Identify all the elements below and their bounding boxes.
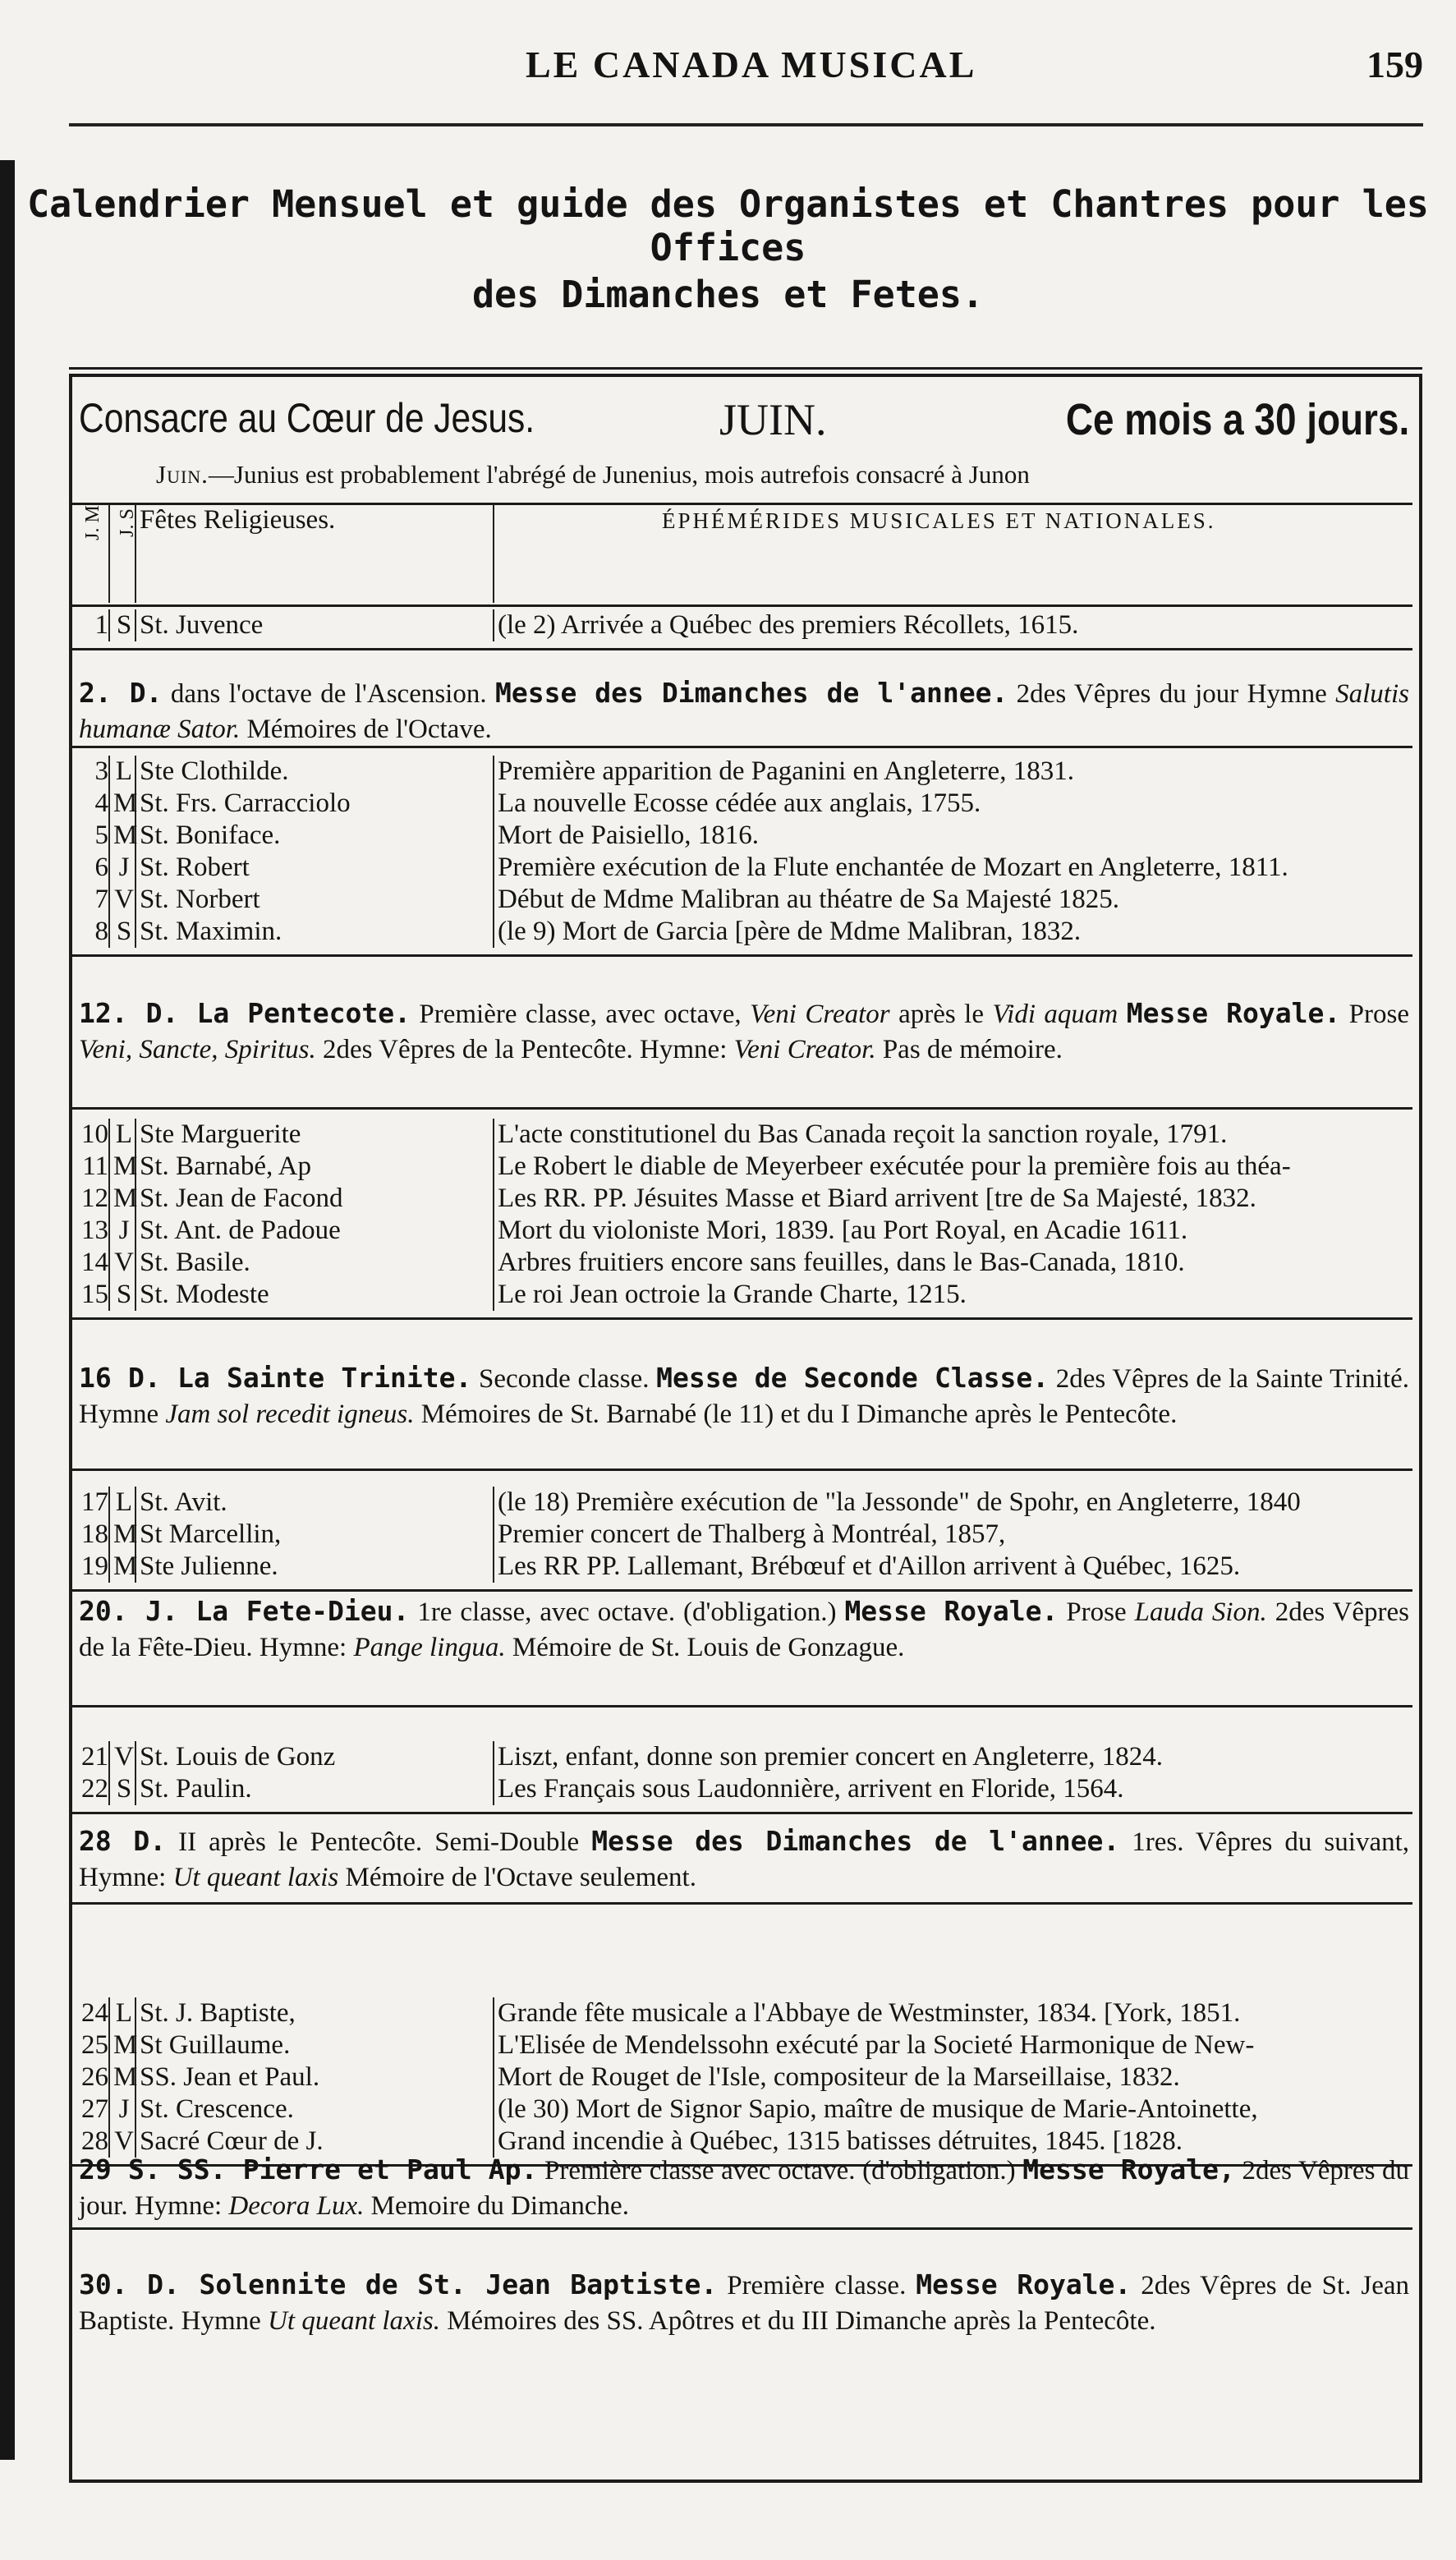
feast-name: St. Robert xyxy=(135,852,494,884)
ephemeris-text: (le 18) Première exécution de "la Jessonde" de Spohr, en Angleterre, 1840 xyxy=(498,1487,1301,1517)
ephemeris-text: (le 9) Mort de Garcia [père de Mdme Malibran, 1832. xyxy=(498,917,1082,946)
ephemeris-text: Première apparition de Paganini en Angleterre, 1831. xyxy=(498,756,1074,786)
ephemeris-text: Premier concert de Thalberg à Montréal, 1857, xyxy=(498,1519,1006,1549)
dedication: Consacre au Cœur de Jesus. xyxy=(79,395,535,441)
day-number: 28 xyxy=(72,2126,109,2158)
weekday-letter: L xyxy=(109,756,135,788)
etymology-lead: Juin. xyxy=(156,460,209,489)
latin-title: Vidi aquam xyxy=(992,1000,1118,1029)
ephemeris-text: Début de Mdme Malibran au théatre de Sa Majesté 1825. xyxy=(498,885,1119,914)
weekday-letter: S xyxy=(109,916,135,948)
office-heading: 20. J. La Fete-Dieu. xyxy=(79,1595,410,1627)
feast-name: Ste Marguerite xyxy=(135,1119,494,1151)
office-text: 1res. Vêpres du suivant, Hymne: xyxy=(79,1827,1410,1892)
ephemeris-text: Les RR PP. Lallemant, Brébœuf et d'Aillon arrivent à Québec, 1625. xyxy=(498,1551,1241,1581)
office-text: 2des Vêpres de la Pentecôte. Hymne: xyxy=(315,1035,734,1064)
office-text: II après le Pentecôte. Semi-Double xyxy=(166,1827,592,1857)
ephemeris-text: Arbres fruitiers encore sans feuilles, dans le Bas-Canada, 1810. xyxy=(498,1248,1185,1277)
rule xyxy=(72,954,1412,957)
ephemeris-text: Mort de Paisiello, 1816. xyxy=(498,820,760,850)
rule xyxy=(72,1107,1412,1110)
ephemeris-text: La nouvelle Ecosse cédée aux anglais, 1755. xyxy=(498,788,981,818)
weekday-letter: M xyxy=(109,1183,135,1215)
feast-name: St. Avit. xyxy=(135,1487,494,1519)
weekday-letter: J xyxy=(109,1215,135,1247)
col-jw-header: J. S xyxy=(109,504,135,603)
day-rows xyxy=(72,1997,1412,2158)
weekday-letter: J xyxy=(109,2094,135,2126)
office-text: Mémoire de St. Louis de Gonzague. xyxy=(505,1633,905,1662)
mass-name: Messe des Dimanches de l'annee. xyxy=(494,677,1008,709)
rule xyxy=(72,1317,1412,1320)
ephemeris-text: Les Français sous Laudonnière, arrivent en Floride, 1564. xyxy=(498,1774,1124,1804)
day-rows xyxy=(72,1487,1412,1583)
feast-name: Ste Julienne. xyxy=(135,1551,494,1583)
rule xyxy=(72,1589,1412,1592)
latin-title: Decora Lux. xyxy=(228,2191,365,2221)
day-number: 25 xyxy=(72,2029,109,2061)
office-text: dans l'octave de l'Ascension. xyxy=(162,679,495,709)
feast-name: St. Ant. de Padoue xyxy=(135,1215,494,1247)
office-text: Seconde classe. xyxy=(471,1364,657,1394)
day-number: 17 xyxy=(72,1487,109,1519)
feast-name: St. Louis de Gonz xyxy=(135,1741,494,1773)
table-row xyxy=(72,609,1412,641)
office-heading: 30. D. Solennite de St. Jean Baptiste. xyxy=(79,2268,718,2300)
day-number: 22 xyxy=(72,1773,109,1805)
table-row xyxy=(72,1741,1412,1773)
mass-name: Messe Royale. xyxy=(844,1595,1059,1627)
office-text: Prose xyxy=(1340,1000,1409,1029)
table-row xyxy=(72,1279,1412,1311)
ephemeris-text: Mort de Rouget de l'Isle, compositeur de la Marseillaise, 1832. xyxy=(498,2062,1180,2092)
journal-title: LE CANADA MUSICAL xyxy=(526,44,977,85)
day-number: 18 xyxy=(72,1519,109,1551)
feast-name: Ste Clothilde. xyxy=(135,756,494,788)
day-number: 6 xyxy=(72,852,109,884)
office-text: Mémoires de l'Octave. xyxy=(240,715,492,744)
mass-name: Messe Royale, xyxy=(1022,2153,1235,2185)
latin-title: Veni Creator xyxy=(750,1000,890,1029)
day-number: 21 xyxy=(72,1741,109,1773)
sub-title: des Dimanches et Fetes. xyxy=(471,273,985,316)
office-heading: 2. D. xyxy=(79,677,163,709)
feast-name: St. Paulin. xyxy=(135,1773,494,1805)
latin-title: Lauda Sion. xyxy=(1134,1597,1267,1627)
office-paragraph xyxy=(79,2267,1409,2339)
column-headers xyxy=(72,504,1412,603)
ephemeris-text: L'acte constitutionel du Bas Canada reçoit la sanction royale, 1791. xyxy=(498,1119,1228,1149)
rule xyxy=(72,604,1412,607)
day-number: 3 xyxy=(72,756,109,788)
frame-top-rule xyxy=(69,367,1422,370)
weekday-letter: M xyxy=(109,1519,135,1551)
office-text: Première classe, avec octave, xyxy=(410,1000,751,1029)
office-text: Mémoires de St. Barnabé (le 11) et du I Dimanche après le Pentecôte. xyxy=(414,1399,1178,1429)
office-text: Memoire du Dimanche. xyxy=(364,2191,629,2221)
office-paragraph xyxy=(79,2152,1409,2224)
office-heading: 12. D. La Pentecote. xyxy=(79,997,411,1029)
feast-name: St. Crescence. xyxy=(135,2094,494,2126)
rule xyxy=(72,1812,1412,1814)
mass-name: Messe des Dimanches de l'annee. xyxy=(591,1825,1120,1857)
weekday-letter: M xyxy=(109,788,135,820)
latin-title: Veni, Sancte, Spiritus. xyxy=(79,1035,316,1064)
day-number: 10 xyxy=(72,1119,109,1151)
table-row xyxy=(72,1487,1412,1519)
ephemeris-text: Les RR. PP. Jésuites Masse et Biard arrivent [tre de Sa Majesté, 1832. xyxy=(498,1183,1256,1213)
feast-name: St. Norbert xyxy=(135,884,494,916)
office-text: Pas de mémoire. xyxy=(875,1035,1063,1064)
day-rows xyxy=(72,1741,1412,1805)
feast-name: St Guillaume. xyxy=(135,2029,494,2061)
office-paragraph xyxy=(79,1360,1409,1432)
rule xyxy=(72,1468,1412,1471)
calendar-header xyxy=(79,394,1409,468)
rule xyxy=(72,2227,1412,2230)
table-row xyxy=(72,884,1412,916)
mass-name: Messe de Seconde Classe. xyxy=(656,1362,1050,1394)
rule xyxy=(72,648,1412,650)
feast-name: St. Basile. xyxy=(135,1247,494,1279)
feast-name: St. Jean de Facond xyxy=(135,1183,494,1215)
office-text: Première classe. xyxy=(717,2271,916,2300)
ephemeris-text: Mort du violoniste Mori, 1839. [au Port Royal, en Acadie 1611. xyxy=(498,1216,1188,1245)
weekday-letter: V xyxy=(109,884,135,916)
table-row xyxy=(72,1183,1412,1215)
feast-name: Sacré Cœur de J. xyxy=(135,2126,494,2158)
office-text: après le xyxy=(889,1000,993,1029)
ephemeris-text: Première exécution de la Flute enchantée de Mozart en Angleterre, 1811. xyxy=(498,853,1288,882)
header-rule xyxy=(69,123,1423,126)
office-paragraph xyxy=(79,675,1409,747)
etymology-line xyxy=(156,460,1030,489)
ephemeris-text: Liszt, enfant, donne son premier concert en Angleterre, 1824. xyxy=(498,1742,1164,1772)
ephemeris-text: (le 2) Arrivée a Québec des premiers Récollets, 1615. xyxy=(498,610,1079,640)
office-text: Mémoires des SS. Apôtres et du III Dimanche après la Pentecôte. xyxy=(439,2306,1156,2336)
table-row xyxy=(72,1519,1412,1551)
day-rows xyxy=(72,756,1412,948)
table-row xyxy=(72,2029,1412,2061)
day-number: 8 xyxy=(72,916,109,948)
table-row xyxy=(72,2094,1412,2126)
feast-name: St. Maximin. xyxy=(135,916,494,948)
ephemeris-text: Le roi Jean octroie la Grande Charte, 1215. xyxy=(498,1280,967,1309)
weekday-letter: S xyxy=(109,609,135,641)
feast-name: St Marcellin, xyxy=(135,1519,494,1551)
table-row xyxy=(72,916,1412,948)
office-text: Prose xyxy=(1058,1597,1135,1627)
office-heading: 28 D. xyxy=(79,1825,167,1857)
weekday-letter: V xyxy=(109,1741,135,1773)
weekday-letter: S xyxy=(109,1279,135,1311)
office-text: 1re classe, avec octave. (d'obligation.) xyxy=(409,1597,845,1627)
office-text: Mémoire de l'Octave seulement. xyxy=(338,1863,696,1892)
office-text: 2des Vêpres de la Sainte Trinité. Hymne xyxy=(79,1364,1410,1429)
weekday-letter: L xyxy=(109,1997,135,2029)
day-number: 13 xyxy=(72,1215,109,1247)
ephemeris-text: Le Robert le diable de Meyerbeer exécutée pour la première fois au théa- xyxy=(498,1151,1291,1181)
mass-name: Messe Royale. xyxy=(916,2268,1132,2300)
scan-edge-bar xyxy=(0,160,15,2460)
weekday-letter: M xyxy=(109,820,135,852)
feast-name: St. Boniface. xyxy=(135,820,494,852)
latin-title: Salutis humanæ Sator. xyxy=(79,679,1409,744)
weekday-letter: M xyxy=(109,1551,135,1583)
table-row xyxy=(72,1151,1412,1183)
weekday-letter: L xyxy=(109,1119,135,1151)
day-number: 14 xyxy=(72,1247,109,1279)
ephemeris-text: (le 30) Mort de Signor Sapio, maître de musique de Marie-Antoinette, xyxy=(498,2094,1258,2124)
col-fetes-header: Fêtes Religieuses. xyxy=(135,504,494,603)
ephemeris-text: L'Elisée de Mendelssohn exécuté par la Societé Harmonique de New- xyxy=(498,2030,1255,2060)
day-number: 24 xyxy=(72,1997,109,2029)
weekday-letter: M xyxy=(109,2061,135,2094)
latin-title: Ut queant laxis. xyxy=(268,2306,440,2336)
feast-name: St. Modeste xyxy=(135,1279,494,1311)
day-number: 1 xyxy=(72,609,109,641)
month-name: JUIN. xyxy=(719,395,827,444)
table-row xyxy=(72,756,1412,788)
feast-name: St. J. Baptiste, xyxy=(135,1997,494,2029)
rule xyxy=(72,1705,1412,1707)
latin-title: Pange lingua. xyxy=(353,1633,506,1662)
office-heading: 29 S. SS. Pierre et Paul Ap. xyxy=(79,2153,538,2185)
office-text: 2des Vêpres de St. Jean Baptiste. Hymne xyxy=(79,2271,1410,2336)
table-row xyxy=(72,820,1412,852)
running-head xyxy=(0,43,1456,92)
feast-name: St. Barnabé, Ap xyxy=(135,1151,494,1183)
table-row xyxy=(72,1773,1412,1805)
day-number: 11 xyxy=(72,1151,109,1183)
weekday-letter: M xyxy=(109,1151,135,1183)
etymology-text: —Junius est probablement l'abrégé de Junenius, mois autrefois consacré à Junon xyxy=(208,460,1030,489)
day-rows xyxy=(72,1119,1412,1311)
latin-title: Jam sol recedit igneus. xyxy=(165,1399,415,1429)
col-eph-header: ÉPHÉMÉRIDES MUSICALES ET NATIONALES. xyxy=(662,508,1216,533)
office-paragraph xyxy=(79,1593,1409,1666)
table-row xyxy=(72,852,1412,884)
days-note: Ce mois a 30 jours. xyxy=(1065,395,1409,444)
table-row xyxy=(72,1119,1412,1151)
office-text: Première classe avec octave. (d'obligation.) xyxy=(537,2156,1023,2185)
office-text xyxy=(1118,1000,1126,1029)
mass-name: Messe Royale. xyxy=(1126,997,1341,1029)
table-row xyxy=(72,1551,1412,1583)
page-number: 159 xyxy=(1366,44,1423,85)
office-text: 2des Vêpres du jour. Hymne: xyxy=(79,2156,1410,2221)
weekday-letter: V xyxy=(109,2126,135,2158)
day-number: 7 xyxy=(72,884,109,916)
day-number: 19 xyxy=(72,1551,109,1583)
weekday-letter: M xyxy=(109,2029,135,2061)
day-number: 26 xyxy=(72,2061,109,2094)
weekday-letter: V xyxy=(109,1247,135,1279)
ephemeris-text: Grand incendie à Québec, 1315 batisses détruites, 1845. [1828. xyxy=(498,2126,1183,2156)
day-number: 5 xyxy=(72,820,109,852)
feast-name: St. Juvence xyxy=(135,609,494,641)
rule xyxy=(72,1902,1412,1905)
office-heading: 16 D. La Sainte Trinite. xyxy=(79,1362,472,1394)
office-paragraph xyxy=(79,995,1409,1068)
office-paragraph xyxy=(79,1823,1409,1896)
day-number: 4 xyxy=(72,788,109,820)
table-row xyxy=(72,1215,1412,1247)
day-number: 12 xyxy=(72,1183,109,1215)
table-row xyxy=(72,1247,1412,1279)
day-number: 15 xyxy=(72,1279,109,1311)
weekday-letter: L xyxy=(109,1487,135,1519)
table-row xyxy=(72,2061,1412,2094)
weekday-letter: J xyxy=(109,852,135,884)
office-text: 2des Vêpres du jour Hymne xyxy=(1008,679,1336,709)
weekday-letter: S xyxy=(109,1773,135,1805)
feast-name: SS. Jean et Paul. xyxy=(135,2061,494,2094)
day-number: 27 xyxy=(72,2094,109,2126)
ephemeris-text: Grande fête musicale a l'Abbaye de Westminster, 1834. [York, 1851. xyxy=(498,1998,1241,2028)
latin-title: Ut queant laxis xyxy=(172,1863,339,1892)
rule xyxy=(72,746,1412,748)
day-rows xyxy=(72,609,1412,641)
col-jm-header: J. M xyxy=(72,504,109,603)
feast-name: St. Frs. Carracciolo xyxy=(135,788,494,820)
table-row xyxy=(72,788,1412,820)
latin-title: Veni Creator. xyxy=(733,1035,876,1064)
office-text: 2des Vêpres de la Fête-Dieu. Hymne: xyxy=(79,1597,1409,1662)
main-title: Calendrier Mensuel et guide des Organistes et Chantres pour les Offices xyxy=(27,182,1429,269)
table-row xyxy=(72,1997,1412,2029)
